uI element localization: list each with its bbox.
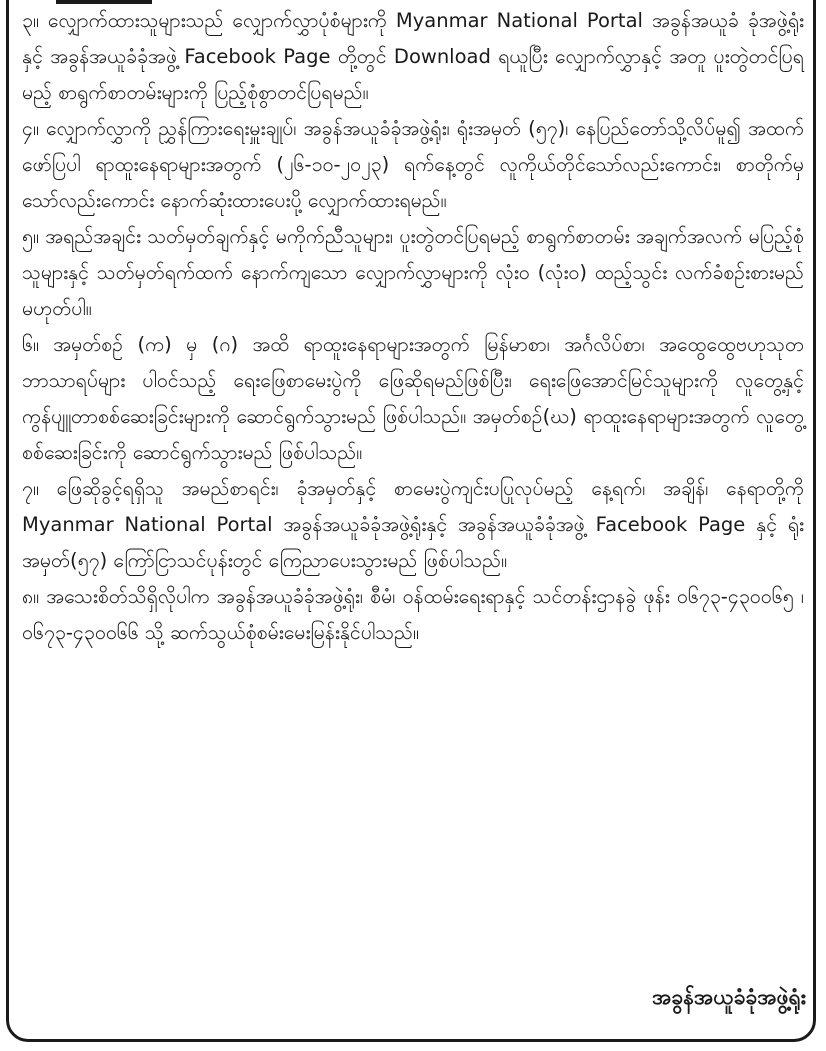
paragraph-3: ၃။ လျှောက်ထားသူများသည် လျှောက်လွှာပုံစံများကို Myanmar National Portal အခွန်အယူခံ ခုံအဖွဲ့ရုံးနှင့် အခွန်အယူခံခုံအဖွဲ့ Facebook Page တို့တွင် Download ရယူပြီး လျှောက်လွှာနှင့် အတူ ပူးတွဲတင်ပြရမည့် စာရွက်စာတမ်းများကို ပြည့်စုံစွာတင်ပြရမည်။ xyxy=(22,9,804,104)
announcement-body xyxy=(22,3,804,651)
paragraph-4: ၄။ လျှောက်လွှာကို ညွှန်ကြားရေးမှူးချုပ်၊ အခွန်အယူခံခုံအဖွဲ့ရုံး၊ ရုံးအမှတ် (၅၇)၊ နေပြည်တော်သို့လိပ်မူ၍ အထက်ဖော်ပြပါ ရာထူးနေရာများအတွက် (၂၆-၁၀-၂၀၂၃) ရက်နေ့တွင် လူကိုယ်တိုင်သော်လည်းကောင်း၊ စာတိုက်မှသော်လည်းကောင်း နောက်ဆုံးထားပေးပို့ လျှောက်ထားရမည်။ xyxy=(22,117,804,212)
issuer-signature: အခွန်အယူခံခုံအဖွဲ့ရုံး xyxy=(652,985,806,1009)
paragraph-6: ၆။ အမှတ်စဉ် (က) မှ (ဂ) အထိ ရာထူးနေရာများအတွက် မြန်မာစာ၊ အင်္ဂလိပ်စာ၊ အထွေထွေဗဟုသုတဘာသာရပ်များ ပါဝင်သည့် ရေးဖြေစာမေးပွဲကို ဖြေဆိုရမည်ဖြစ်ပြီး၊ ရေးဖြေအောင်မြင်သူများကို လူတွေ့နှင့် ကွန်ပျူတာစစ်ဆေးခြင်းများကို ဆောင်ရွက်သွားမည် ဖြစ်ပါသည်။ အမှတ်စဉ်(ဃ) ရာထူးနေရာများအတွက် လူတွေ့စစ်ဆေးခြင်းကို ဆောင်ရွက်သွားမည် ဖြစ်ပါသည်။ xyxy=(22,333,804,464)
paragraph-7: ၇။ ဖြေဆိုခွင့်ရရှိသူ အမည်စာရင်း၊ ခုံအမှတ်နှင့် စာမေးပွဲကျင်းပပြုလုပ်မည့် နေ့ရက်၊ အချိန်၊ နေရာတို့ကို Myanmar National Portal အခွန်အယူခံခုံအဖွဲ့ရုံးနှင့် အခွန်အယူခံခုံအဖွဲ့ Facebook Page နှင့် ရုံးအမှတ်(၅၇) ကြော်ငြာသင်ပုန်းတွင် ကြေညာပေးသွားမည် ဖြစ်ပါသည်။ xyxy=(22,477,804,572)
paragraph-8: ၈။ အသေးစိတ်သိရှိလိုပါက အခွန်အယူခံခုံအဖွဲ့ရုံး၊ စီမံ၊ ဝန်ထမ်းရေးရာနှင့် သင်တန်းဌာနခွဲ ဖုန်း ၀၆၇၃-၄၃၀၀၆၅ ၊ ၀၆၇၃-၄၃၀၀၆၆ သို့ ဆက်သွယ်စုံစမ်းမေးမြန်းနိုင်ပါသည်။ xyxy=(22,585,804,644)
paragraph-5: ၅။ အရည်အချင်း သတ်မှတ်ချက်နှင့် မကိုက်ညီသူများ၊ ပူးတွဲတင်ပြရမည့် စာရွက်စာတမ်း အချက်အလက် မပြည့်စုံသူများနှင့် သတ်မှတ်ရက်ထက် နောက်ကျသော လျှောက်လွှာများကို လုံးဝ (လုံးဝ) ထည့်သွင်း လက်ခံစဉ်းစားမည် မဟုတ်ပါ။ xyxy=(22,225,804,320)
